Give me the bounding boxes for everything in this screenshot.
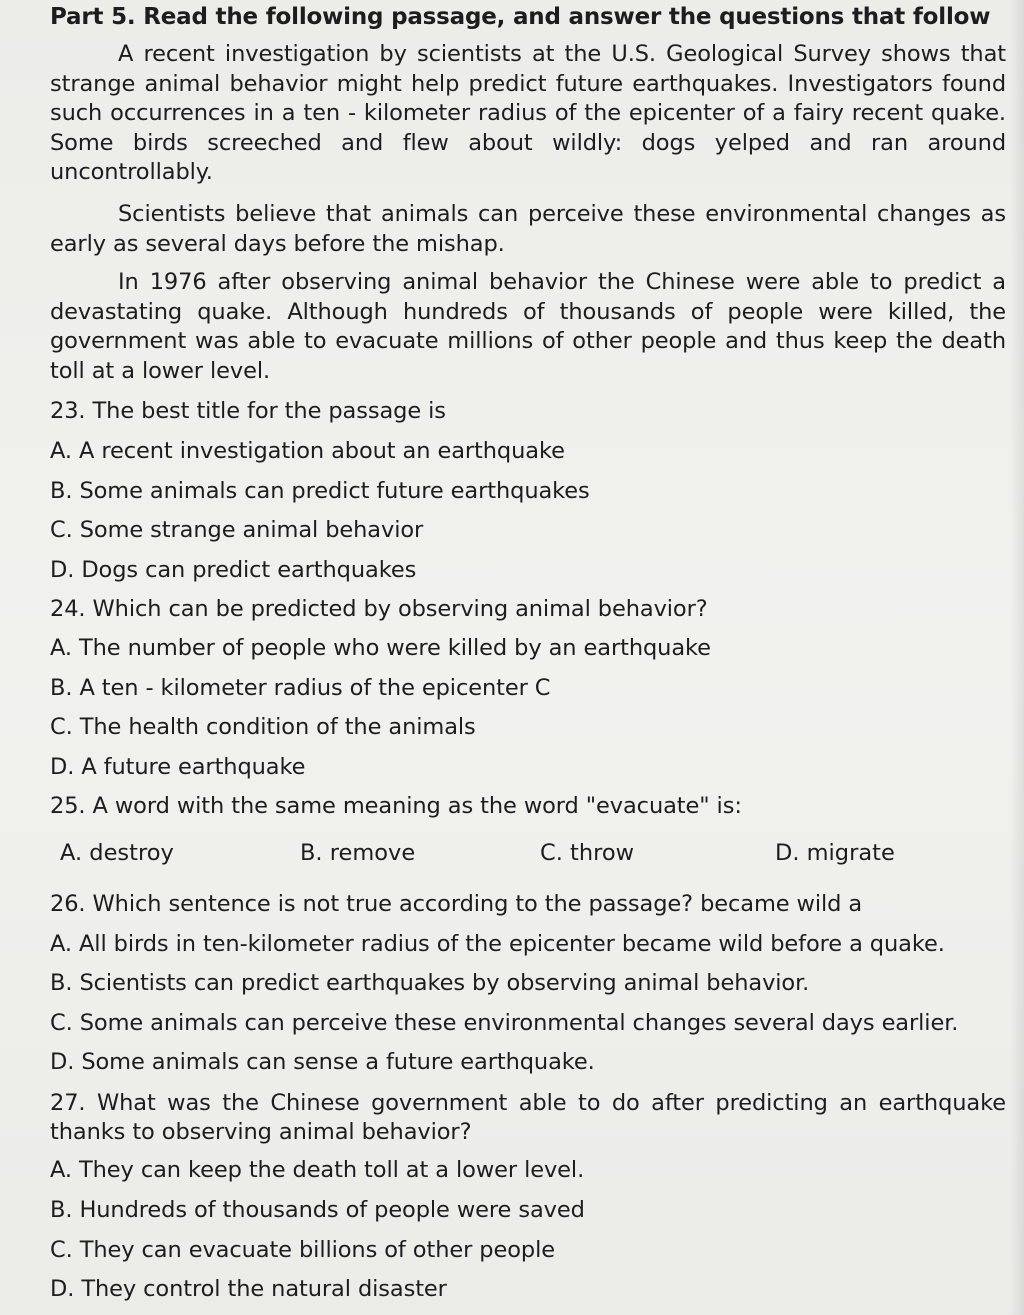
question-25-option-a: A. destroy [60,840,174,866]
question-24-option-c: C. The health condition of the animals [50,714,476,740]
question-25-stem: 25. A word with the same meaning as the word "evacuate" is: [50,793,742,819]
page-edge-shadow [1010,0,1024,1315]
question-25-option-c: C. throw [540,840,635,866]
question-27-option-d: D. They control the natural disaster [50,1276,447,1302]
section-heading: Part 5. Read the following passage, and answer the questions that follow [50,4,991,30]
question-25-option-d: D. migrate [775,840,895,866]
question-24-option-a: A. The number of people who were killed by an earthquake [50,635,711,661]
question-27-option-b: B. Hundreds of thousands of people were saved [50,1197,585,1223]
passage-paragraph-3: In 1976 after observing animal behavior the Chinese were able to predict a devastating quake. Although hundreds of thousands of people were killed, the government was able to evacuate millions of other people and thus keep the death toll at a lower level. [50,269,1006,384]
question-26-option-b: B. Scientists can predict earthquakes by observing animal behavior. [50,970,810,996]
question-26-option-c: C. Some animals can perceive these environmental changes several days earlier. [50,1010,959,1036]
question-23-stem: 23. The best title for the passage is [50,398,446,424]
question-23-option-d: D. Dogs can predict earthquakes [50,557,417,583]
question-26-option-d: D. Some animals can sense a future earthquake. [50,1049,595,1075]
question-24-option-d: D. A future earthquake [50,754,306,780]
passage-paragraph-2: Scientists believe that animals can perceive these environmental changes as early as several days before the mishap. [50,201,1006,257]
question-24-stem: 24. Which can be predicted by observing animal behavior? [50,596,708,622]
question-23-option-b: B. Some animals can predict future earthquakes [50,478,590,504]
question-23-option-a: A. A recent investigation about an earthquake [50,438,565,464]
question-27-option-a: A. They can keep the death toll at a lower level. [50,1157,585,1183]
question-27-option-c: C. They can evacuate billions of other people [50,1237,555,1263]
question-25-option-b: B. remove [300,840,416,866]
question-24-option-b: B. A ten - kilometer radius of the epicenter C [50,675,551,701]
question-26-stem: 26. Which sentence is not true according to the passage? became wild a [50,891,863,917]
question-26-option-a: A. All birds in ten-kilometer radius of the epicenter became wild before a quake. [50,931,945,957]
question-27-stem: 27. What was the Chinese government able to do after predicting an earthquake thanks to observing animal behavior? [50,1090,1006,1145]
passage-paragraph-1: A recent investigation by scientists at the U.S. Geological Survey shows that strange animal behavior might help predict future earthquakes. Investigators found such occurrences in a ten - kilometer radius of the epicenter of a fairy recent quake. Some birds screeched and flew about wildly: dogs yelped and ran around uncontrollably. [50,41,1006,185]
question-23-option-c: C. Some strange animal behavior [50,517,424,543]
question-25-options-row [60,840,960,872]
